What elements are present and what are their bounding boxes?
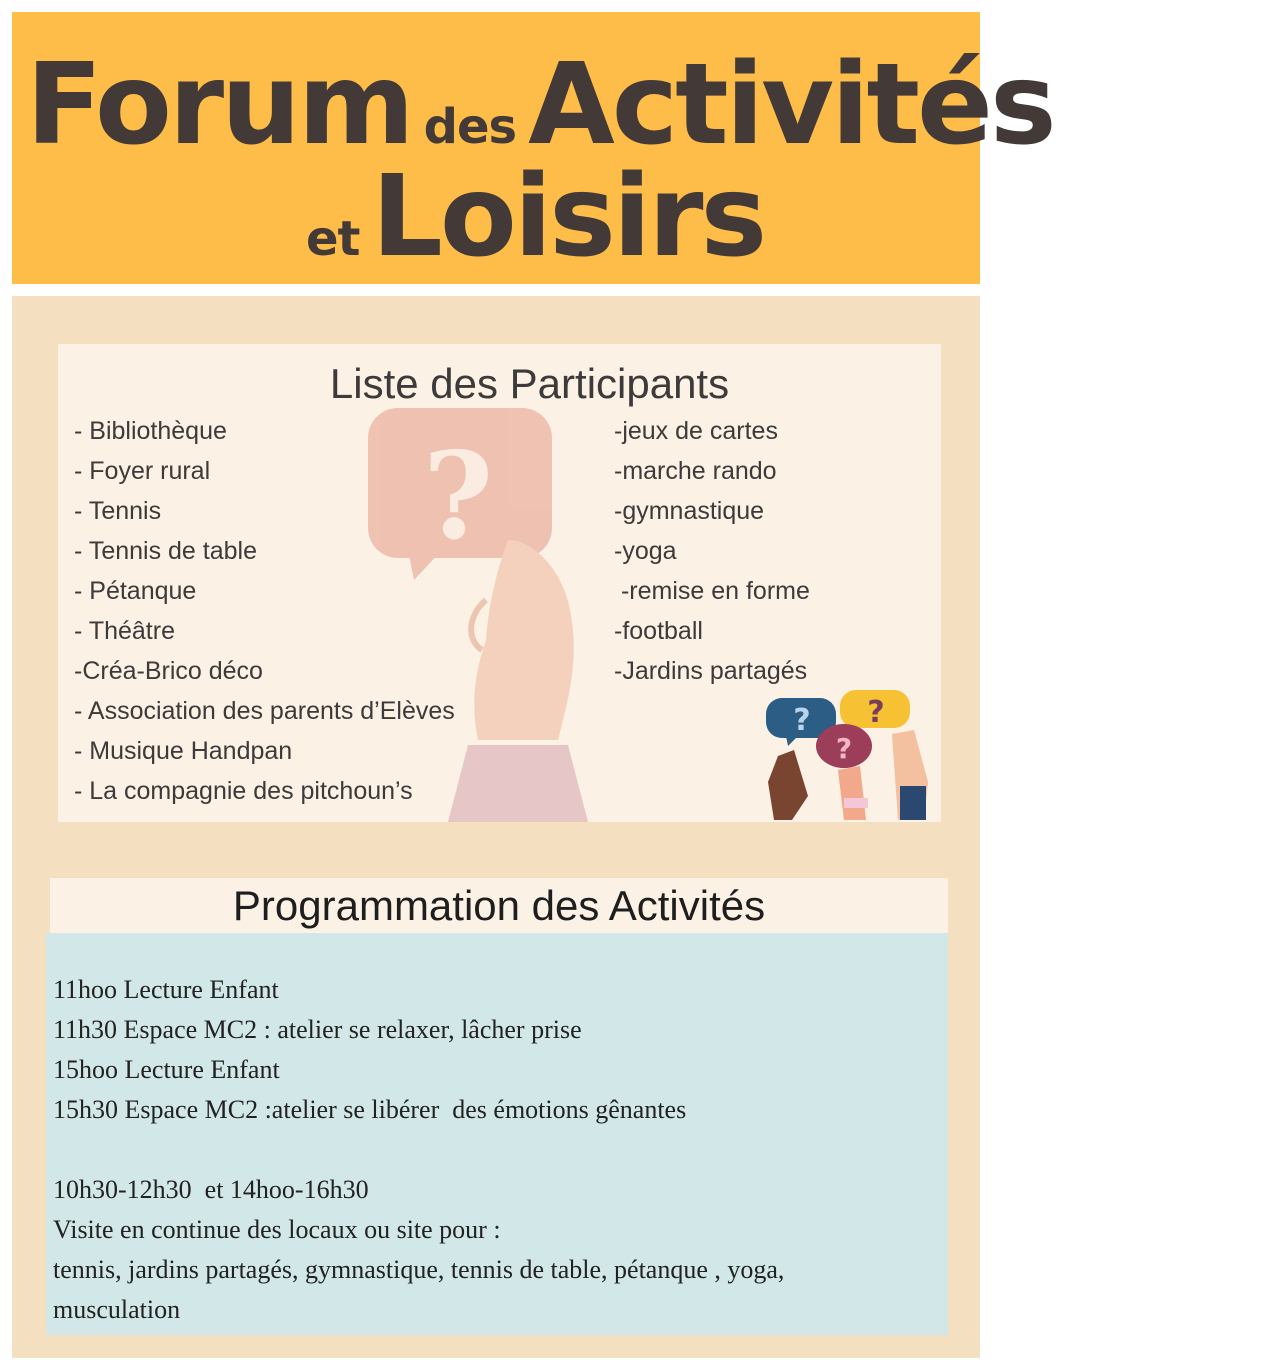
participants-left-list <box>74 411 455 811</box>
title-banner <box>12 12 1054 284</box>
list-item: - Bibliothèque <box>74 417 227 445</box>
list-item: -yoga <box>614 537 677 565</box>
list-item: -jeux de cartes <box>614 417 778 445</box>
list-item: -Jardins partagés <box>614 657 808 685</box>
list-item: -football <box>614 617 703 645</box>
schedule-item: 15hoo Lecture Enfant <box>53 1055 280 1084</box>
title-line-1 <box>26 40 1054 170</box>
visit-intro: Visite en continue des locaux ou site pour : <box>53 1215 501 1244</box>
list-item: - Tennis <box>74 497 162 525</box>
raised-hands-question-bubbles-icon <box>764 686 934 820</box>
svg-text:?: ? <box>422 426 494 567</box>
list-item: -remise en forme <box>614 577 810 605</box>
program-lines <box>53 970 784 1330</box>
visit-hours: 10h30-12h30 et 14hoo-16h30 <box>53 1175 369 1204</box>
program-body <box>46 933 948 1335</box>
participants-title: Liste des Participants <box>329 360 730 407</box>
program-title: Programmation des Activités <box>232 882 766 929</box>
list-item: - Musique Handpan <box>74 737 293 765</box>
list-item: -marche rando <box>614 457 777 485</box>
list-item: - Foyer rural <box>74 457 211 485</box>
visit-activities-line: tennis, jardins partagés, gymnastique, tennis de table, pétanque , yoga, <box>53 1255 785 1284</box>
svg-text:?: ? <box>835 732 853 765</box>
spacer <box>53 1130 784 1170</box>
participants-card <box>58 344 941 822</box>
svg-text:?: ? <box>793 703 811 738</box>
list-item: - Pétanque <box>74 577 197 605</box>
list-item: - Association des parents d’Elèves <box>74 697 455 725</box>
list-item: -Créa-Brico déco <box>74 657 263 685</box>
participants-right-list <box>614 411 810 691</box>
list-item: - Tennis de table <box>74 537 257 565</box>
list-item: -gymnastique <box>614 497 765 525</box>
schedule-item: 11h30 Espace MC2 : atelier se relaxer, lâcher prise <box>53 1015 582 1044</box>
schedule-item: 15h30 Espace MC2 :atelier se libérer des émotions gênantes <box>53 1095 687 1124</box>
visit-activities-line: musculation <box>53 1295 181 1324</box>
title-word-des: des <box>423 99 517 155</box>
title-word-et: et <box>306 211 360 267</box>
list-item: - Théâtre <box>74 617 175 645</box>
title-line-2 <box>294 152 1262 282</box>
title-word-loisirs: Loisirs <box>371 152 765 282</box>
schedule-item: 11hoo Lecture Enfant <box>53 975 279 1004</box>
title-word-forum: Forum <box>26 40 412 170</box>
program-header <box>50 878 948 933</box>
title-word-activites: Activités <box>528 40 1054 170</box>
list-item: - La compagnie des pitchoun’s <box>74 777 413 805</box>
svg-text:?: ? <box>867 695 885 730</box>
